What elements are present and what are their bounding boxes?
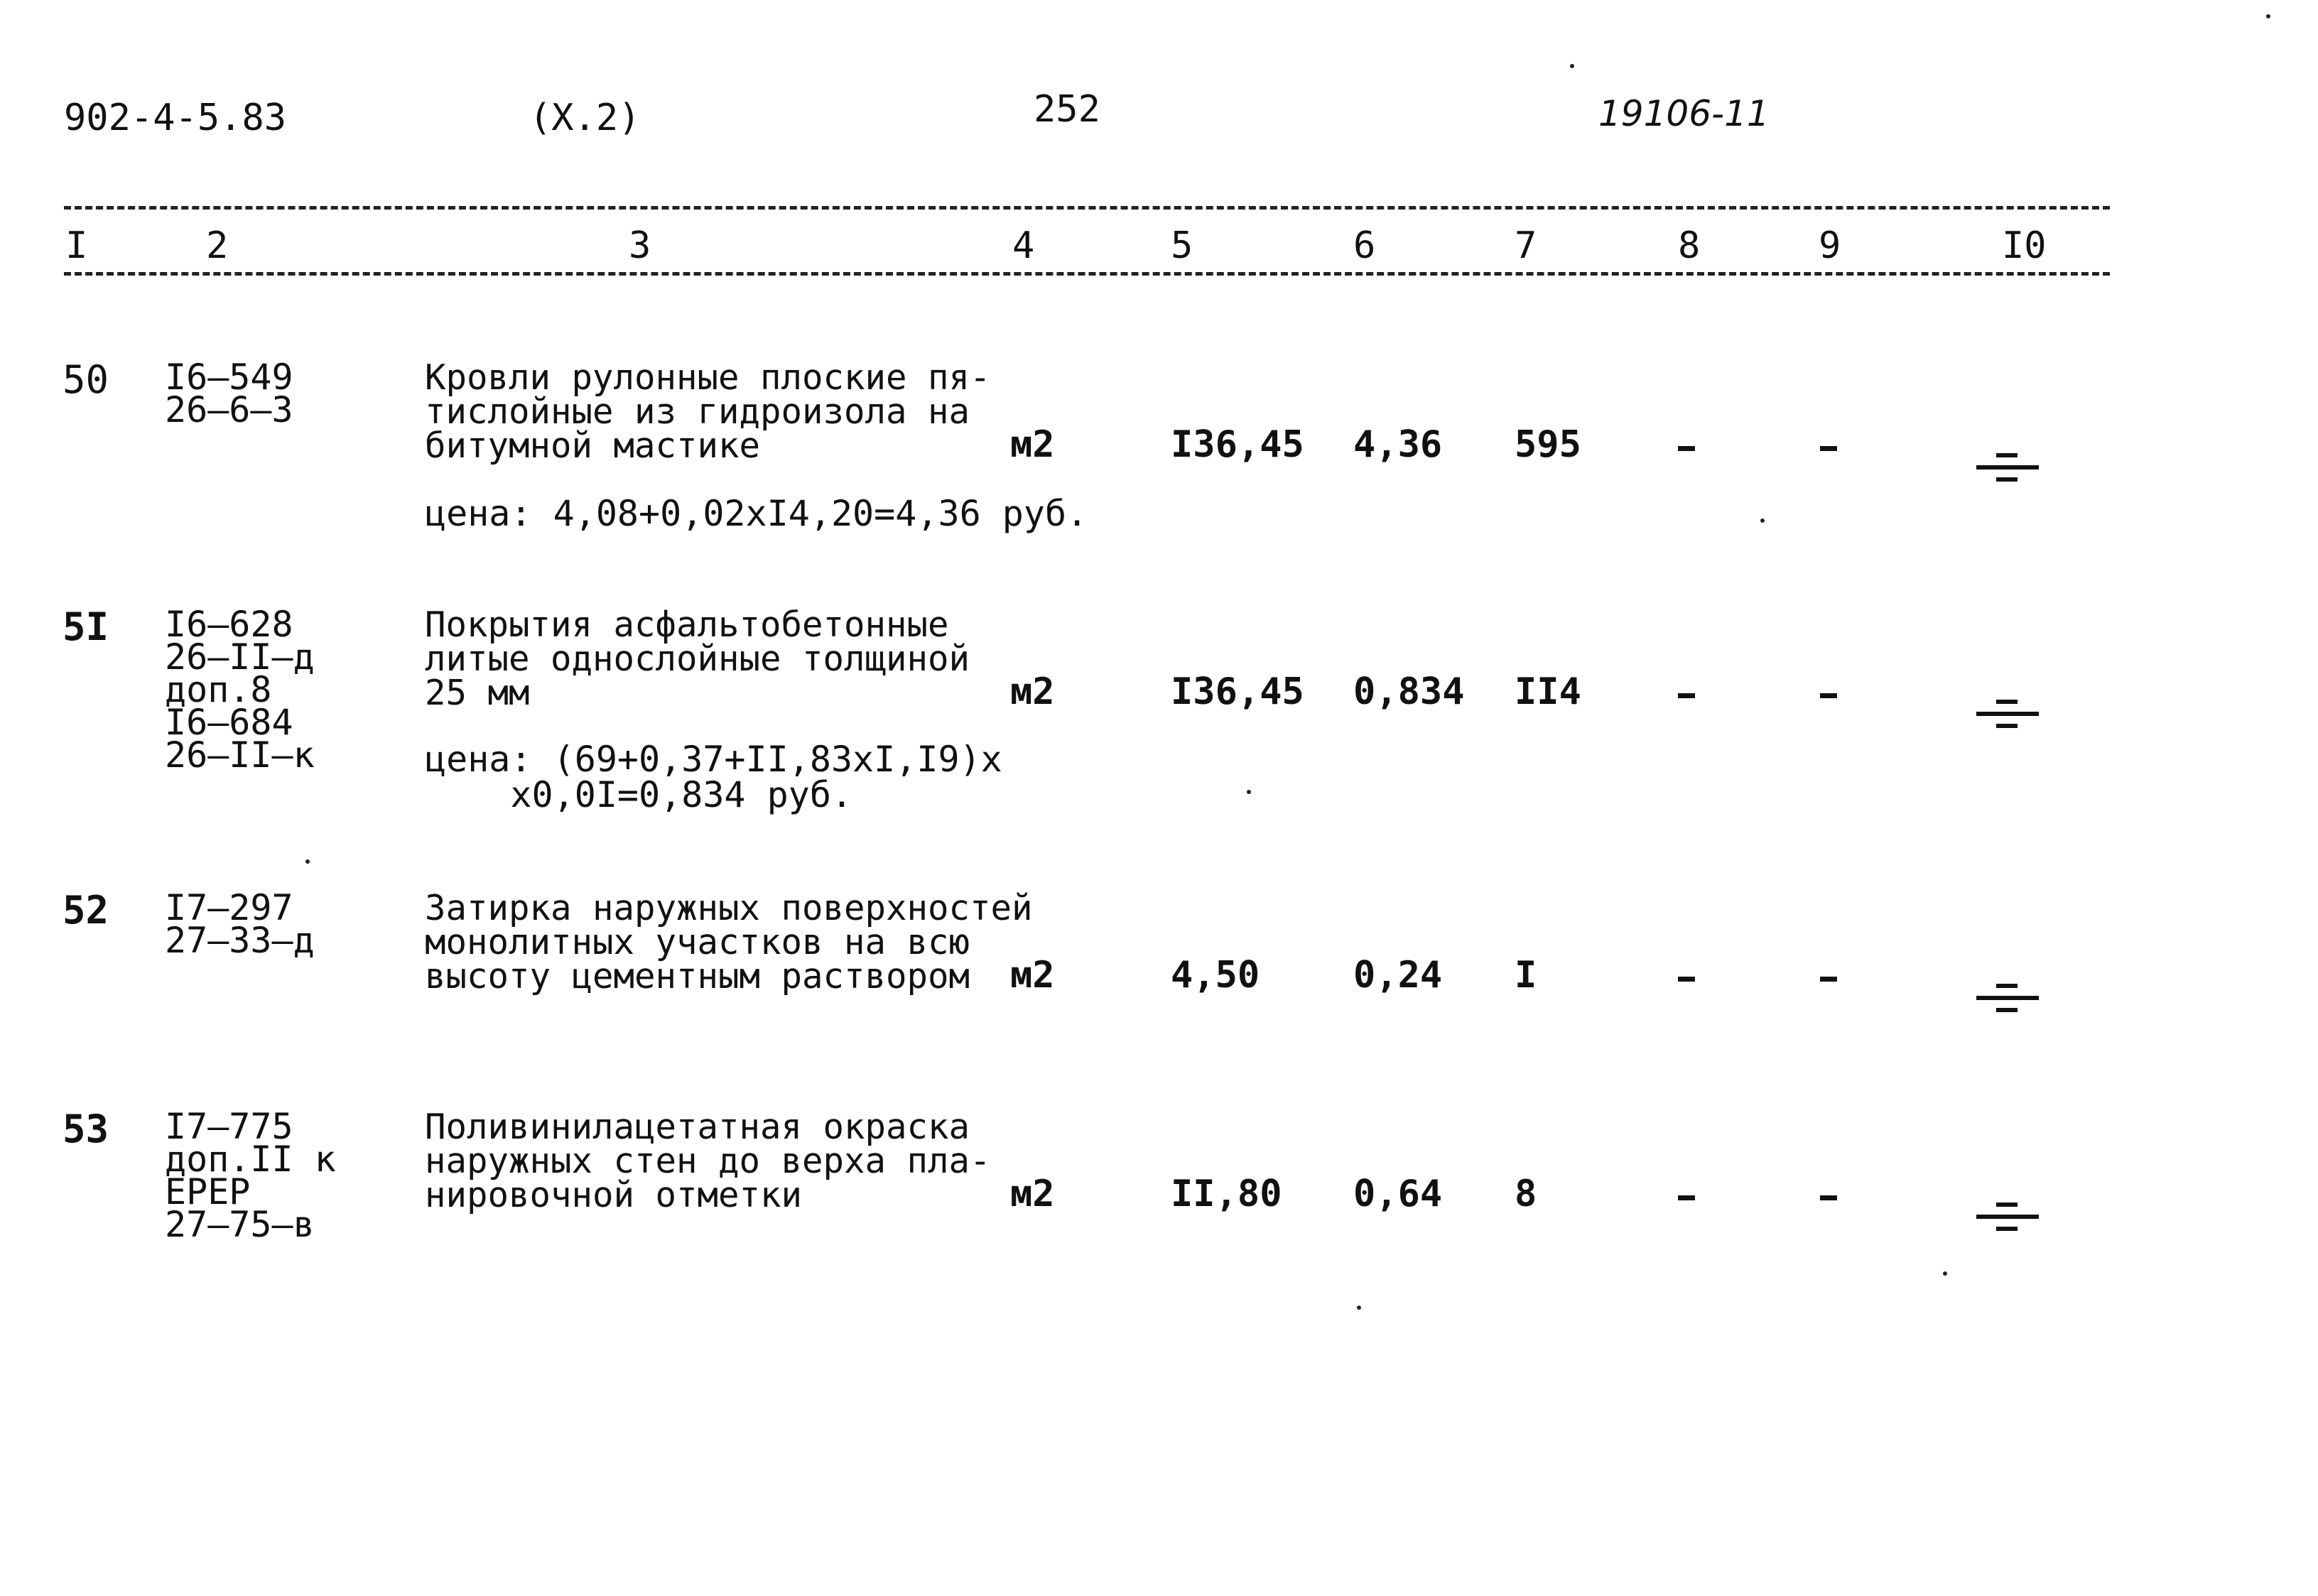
norm-code: I7–297 27–33–д (165, 887, 315, 961)
header-top-rule (64, 206, 2110, 210)
column-header-6: 6 (1353, 224, 1376, 267)
unit-cost: 0,64 (1353, 1173, 1443, 1215)
unit: м2 (1010, 671, 1055, 713)
scan-speck (1357, 1305, 1361, 1310)
column-8-dash (1678, 693, 1695, 698)
work-description: Затирка наружных поверхностей монолитных участков на всю высоту цементным раствором (425, 888, 1033, 997)
quantity: I36,45 (1171, 671, 1304, 713)
unit: м2 (1010, 954, 1055, 997)
scan-speck (1247, 790, 1251, 794)
column-8-dash (1678, 1195, 1695, 1200)
column-9-dash (1820, 1195, 1837, 1200)
total-cost: 8 (1515, 1173, 1537, 1215)
page-number: 252 (1034, 88, 1100, 131)
unit-cost: 0,24 (1353, 954, 1443, 997)
unit: м2 (1010, 1173, 1055, 1215)
unit: м2 (1010, 423, 1055, 466)
norm-code: I6–628 26–II–д доп.8 I6–684 26–II–к (165, 604, 315, 776)
quantity: 4,50 (1171, 954, 1260, 997)
price-formula: цена: (69+0,37+II,83хI,I9)х х0,0I=0,834 руб. (425, 739, 1002, 815)
work-description: Кровли рулонные плоские пя- тислойные из гидроизола на битумной мастике (425, 357, 991, 467)
document-code: 902-4-5.83 (64, 97, 287, 139)
column-header-3: 3 (629, 224, 651, 267)
column-header-5: 5 (1171, 224, 1193, 267)
scan-speck (1570, 64, 1574, 68)
column-9-dash (1820, 977, 1837, 982)
column-9-dash (1820, 693, 1837, 698)
row-number: 53 (63, 1107, 109, 1151)
column-header-7: 7 (1515, 224, 1537, 267)
scan-speck (305, 859, 310, 864)
column-10-fraction-mark (1976, 984, 2039, 1012)
total-cost: 595 (1515, 423, 1581, 466)
scan-speck (1760, 519, 1765, 523)
total-cost: II4 (1515, 671, 1581, 713)
column-10-fraction-mark (1976, 700, 2039, 728)
norm-code: I6–549 26–6–3 (165, 357, 293, 430)
column-10-fraction-mark (1976, 453, 2039, 482)
quantity: II,80 (1171, 1173, 1282, 1215)
column-header-2: 2 (206, 224, 229, 267)
work-description: Покрытия асфальтобетонные литые однослойные толщиной 25 мм (425, 604, 970, 714)
section-label: (X.2) (529, 97, 641, 139)
column-10-fraction-mark (1976, 1203, 2039, 1231)
scan-speck (2266, 14, 2270, 18)
column-header-9: 9 (1819, 224, 1841, 267)
column-8-dash (1678, 977, 1695, 982)
row-number: 52 (63, 888, 109, 933)
scan-speck (1943, 1271, 1947, 1276)
column-header-8: 8 (1678, 224, 1701, 267)
quantity: I36,45 (1171, 423, 1304, 466)
header-bottom-rule (64, 272, 2110, 276)
work-description: Поливинилацетатная окраска наружных стен до верха пла- нировочной отметки (425, 1107, 991, 1216)
column-header-1: I (65, 224, 88, 267)
row-number: 5I (63, 604, 109, 649)
unit-cost: 0,834 (1353, 671, 1465, 713)
price-formula: цена: 4,08+0,02хI4,20=4,36 руб. (425, 493, 1088, 534)
unit-cost: 4,36 (1353, 423, 1443, 466)
archive-stamp: 19106-11 (1598, 93, 1770, 134)
total-cost: I (1515, 954, 1537, 997)
column-8-dash (1678, 446, 1695, 451)
column-9-dash (1820, 446, 1837, 451)
column-header-10: I0 (2002, 224, 2047, 267)
column-header-4: 4 (1012, 224, 1035, 267)
norm-code: I7–775 доп.II к ЕРЕР 27–75–в (165, 1106, 336, 1245)
row-number: 50 (63, 357, 109, 402)
